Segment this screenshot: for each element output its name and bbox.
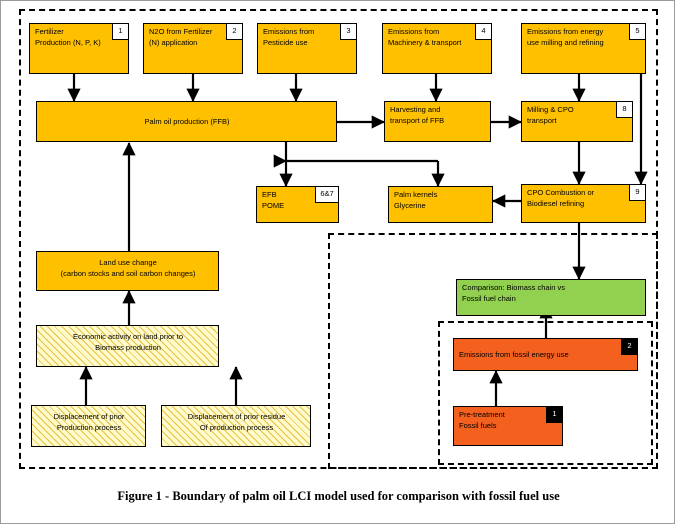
node-emissions-machinery-line1: Emissions from xyxy=(388,27,440,36)
node-displacement-residue-line1: Displacement of prior residue xyxy=(187,412,286,421)
node-emissions-pesticide-line1: Emissions from xyxy=(263,27,315,36)
node-land-use-change[interactable] xyxy=(36,251,219,291)
node-emissions-pesticide-number: 3 xyxy=(340,24,356,40)
node-emissions-energy-milling-line2: use milling and refining xyxy=(527,37,604,47)
node-emissions-energy-milling-number: 5 xyxy=(629,24,645,40)
node-emissions-machinery-number: 4 xyxy=(475,24,491,40)
node-efb-pome-line2: POME xyxy=(262,200,285,210)
node-displacement-residue-line2: Of production process xyxy=(199,422,274,432)
node-efb-pome[interactable] xyxy=(256,186,339,223)
node-emissions-energy-milling-line1: Emissions from energy xyxy=(527,27,604,36)
node-economic-activity-line2: Biomass production xyxy=(95,342,161,352)
node-harvesting-transport-line1: Harvesting and xyxy=(390,105,441,114)
node-comparison-chain-line2: Fossil fuel chain xyxy=(462,293,516,303)
node-emissions-fossil-number: 2 xyxy=(621,339,637,355)
node-n2o-fertilizer[interactable] xyxy=(143,23,243,74)
node-cpo-combustion[interactable] xyxy=(521,184,646,223)
diagram-canvas xyxy=(1,1,675,471)
node-milling-cpo-transport-line1: Milling & CPO xyxy=(527,105,574,114)
node-fertilizer-production-number: 1 xyxy=(112,24,128,40)
node-milling-cpo-transport-number: 8 xyxy=(616,102,632,118)
node-displacement-production-line2: Production process xyxy=(56,422,122,432)
node-displacement-production[interactable] xyxy=(31,405,146,447)
node-palm-kernels-line2: Glycerine xyxy=(394,200,426,210)
node-pre-treatment[interactable] xyxy=(453,406,563,446)
node-emissions-fossil-label: Emissions from fossil energy use xyxy=(459,349,569,359)
node-emissions-machinery-line2: Machinery & transport xyxy=(388,37,462,47)
node-n2o-fertilizer-number: 2 xyxy=(226,24,242,40)
node-palm-kernels-line1: Palm kernels xyxy=(394,190,438,199)
node-comparison-chain[interactable] xyxy=(456,279,646,316)
node-displacement-residue[interactable] xyxy=(161,405,311,447)
node-cpo-combustion-number: 9 xyxy=(629,185,645,201)
node-pre-treatment-line2: Fossil fuels xyxy=(459,420,497,430)
node-land-use-change-line2: (carbon stocks and soil carbon changes) xyxy=(60,268,196,278)
node-palm-kernels[interactable] xyxy=(388,186,493,223)
node-cpo-combustion-line2: Biodiesel refining xyxy=(527,198,585,208)
node-emissions-fossil[interactable] xyxy=(453,338,638,371)
node-cpo-combustion-line1: CPO Combustion or xyxy=(527,188,595,197)
node-efb-pome-number: 6&7 xyxy=(315,187,338,203)
node-palm-oil-production[interactable] xyxy=(36,101,337,142)
node-milling-cpo-transport[interactable] xyxy=(521,101,633,142)
figure-caption: Figure 1 - Boundary of palm oil LCI model used for comparison with fossil fuel use xyxy=(117,489,560,503)
node-displacement-production-line1: Displacement of prior xyxy=(53,412,125,421)
node-emissions-pesticide-line2: Pesticide use xyxy=(263,37,308,47)
node-n2o-fertilizer-line2: (N) application xyxy=(149,37,198,47)
node-emissions-pesticide[interactable] xyxy=(257,23,357,74)
node-economic-activity-line1: Economic activity on land prior to xyxy=(72,332,184,341)
node-pre-treatment-line1: Pre-treatment xyxy=(459,410,505,419)
node-palm-oil-production-label: Palm oil production (FFB) xyxy=(144,116,230,126)
node-milling-cpo-transport-line2: transport xyxy=(527,115,557,125)
node-n2o-fertilizer-line1: N2O from Fertilizer xyxy=(149,27,213,36)
node-pre-treatment-number: 1 xyxy=(546,407,562,423)
node-emissions-energy-milling[interactable] xyxy=(521,23,646,74)
node-efb-pome-line1: EFB xyxy=(262,190,277,199)
node-harvesting-transport-line2: transport of FFB xyxy=(390,115,445,125)
node-economic-activity[interactable] xyxy=(36,325,219,367)
node-fertilizer-production[interactable] xyxy=(29,23,129,74)
node-fertilizer-production-line1: Fertilizer xyxy=(35,27,64,36)
node-fertilizer-production-line2: Production (N, P, K) xyxy=(35,37,101,47)
node-land-use-change-line1: Land use change xyxy=(99,258,157,267)
node-harvesting-transport[interactable] xyxy=(384,101,491,142)
node-emissions-machinery[interactable] xyxy=(382,23,492,74)
node-comparison-chain-line1: Comparison: Biomass chain vs xyxy=(462,283,565,292)
